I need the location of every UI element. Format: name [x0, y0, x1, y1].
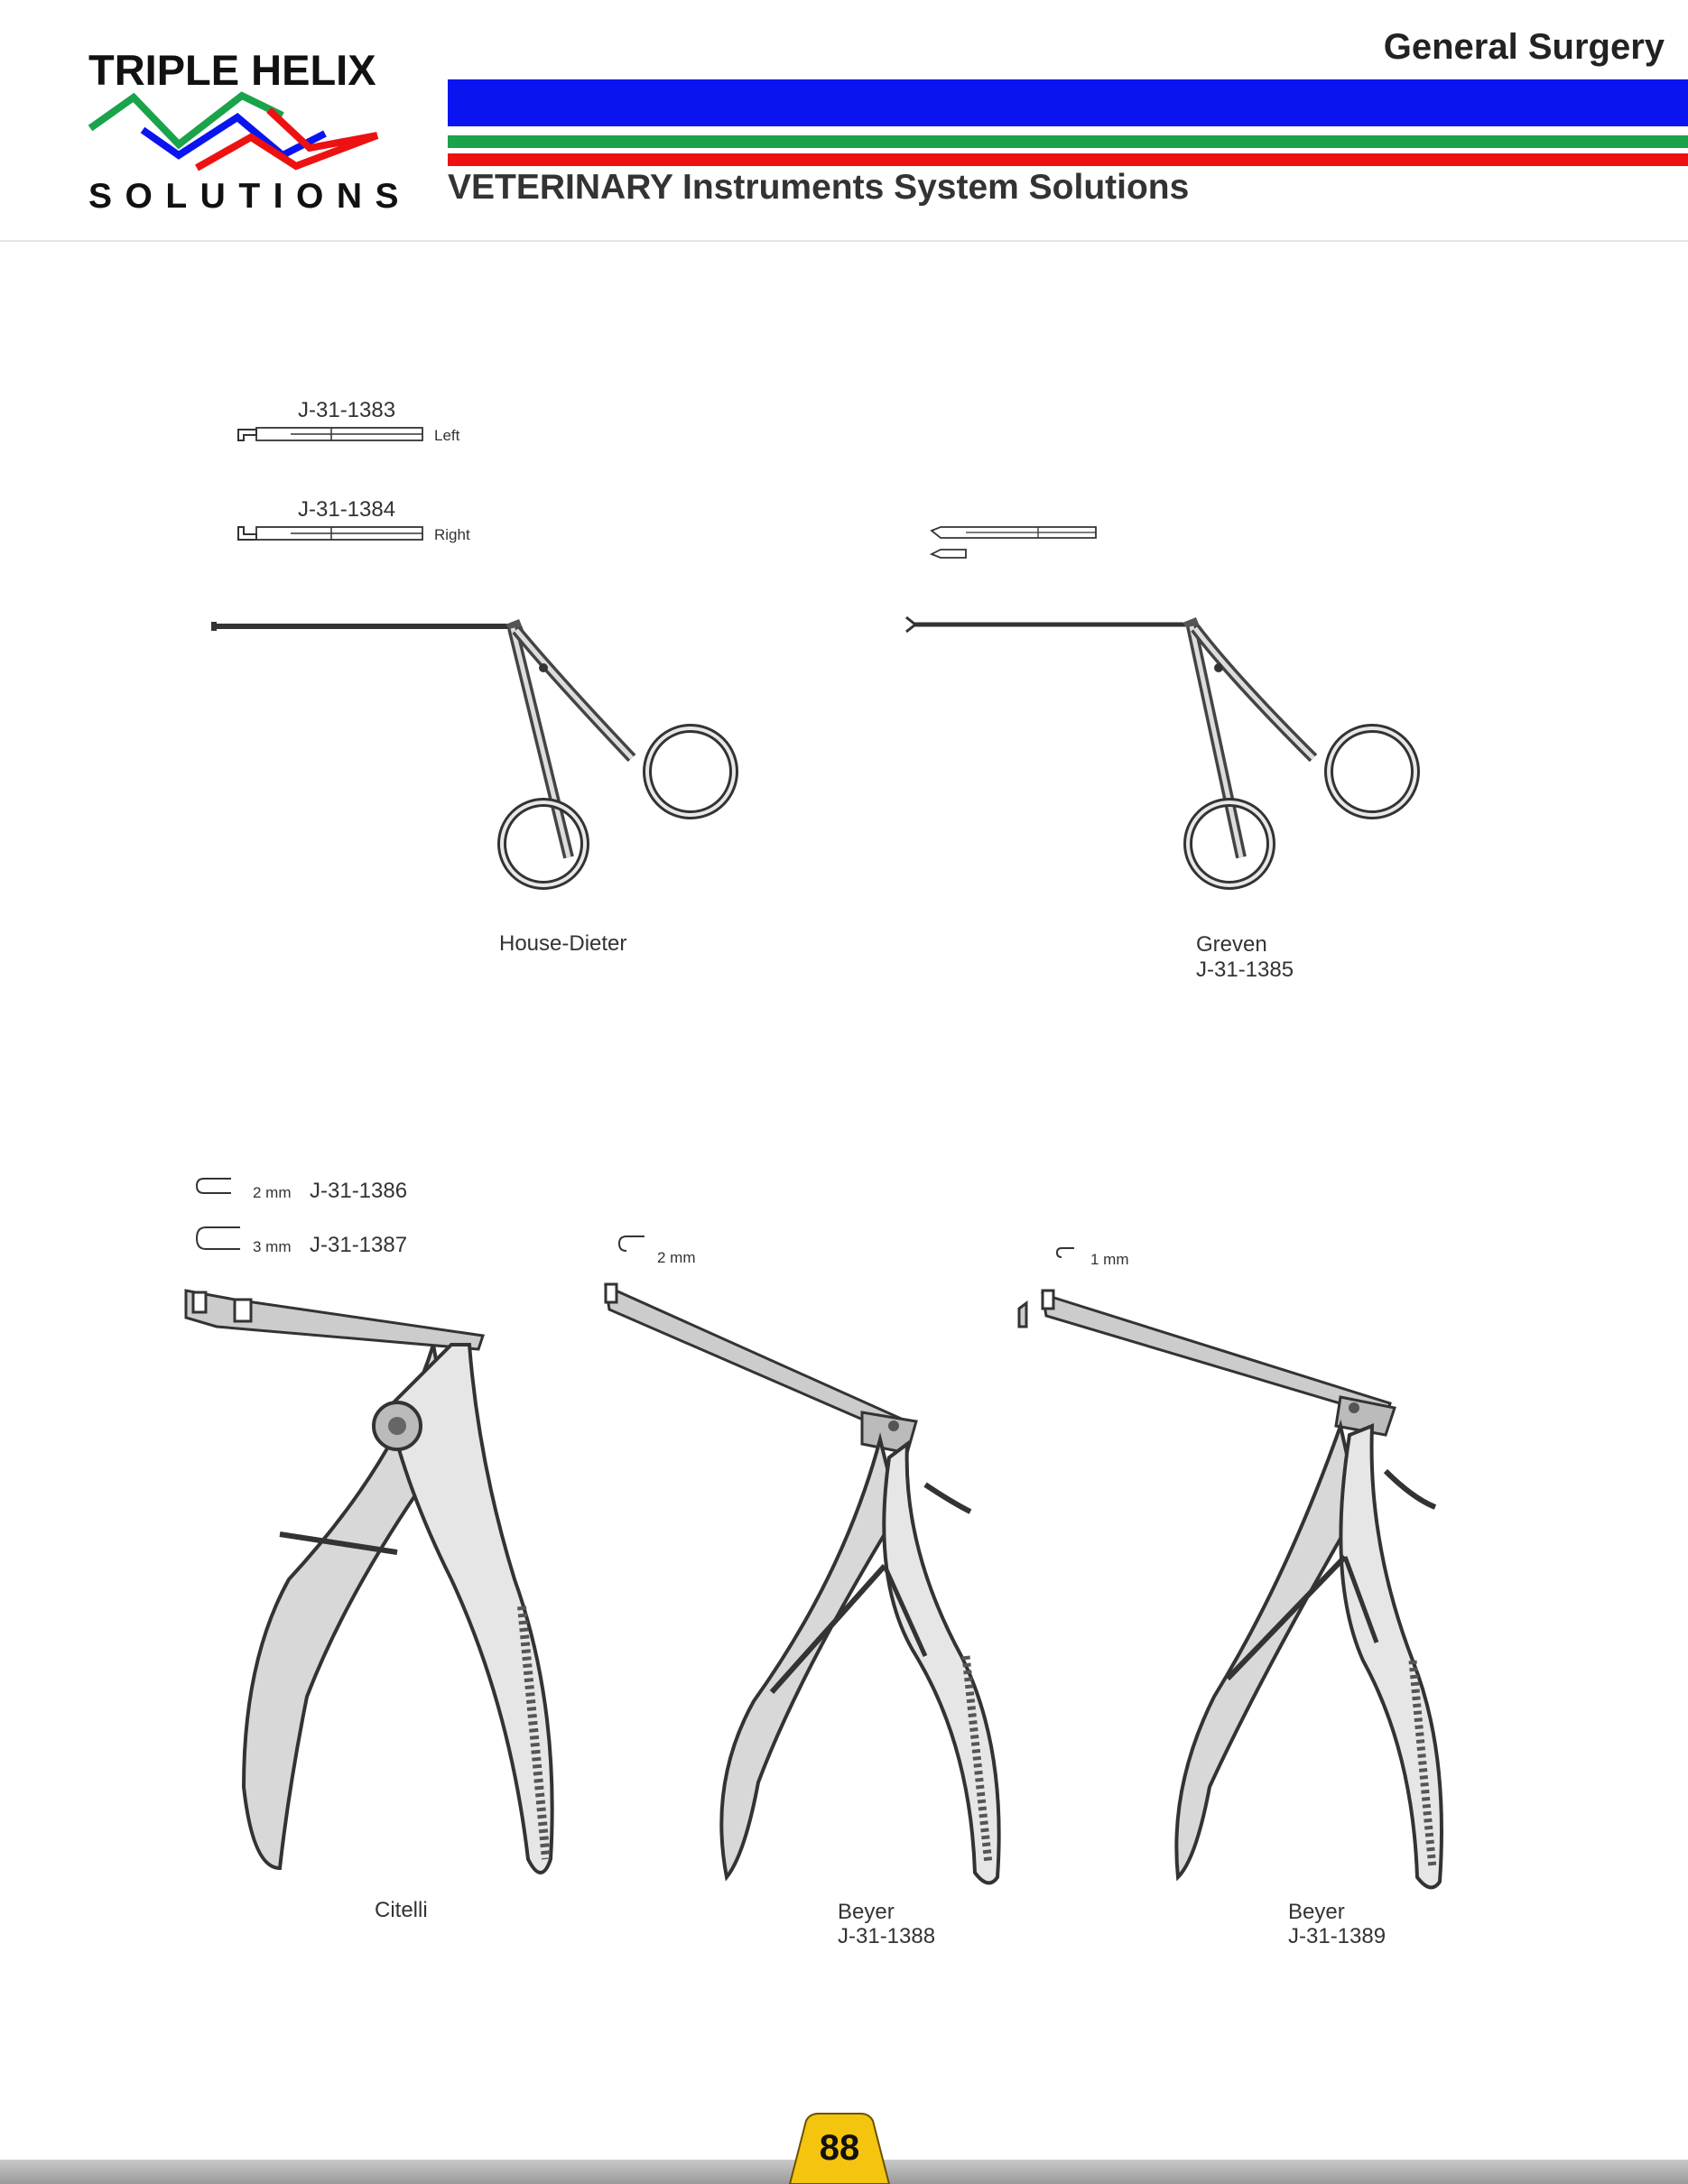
instrument-code-beyer-1389: J-31-1389 — [1288, 1924, 1387, 1948]
page-number: 88 — [819, 2128, 860, 2168]
tip-side-left: Left — [434, 427, 460, 444]
brand-subtitle: SOLUTIONS — [88, 177, 413, 216]
instrument-name-citelli: Citelli — [375, 1898, 428, 1922]
beyer-1388-rongeur-image — [600, 1277, 997, 1891]
beyer-1389-rongeur-image — [1016, 1282, 1431, 1895]
beyer-1388-tip-icon — [616, 1233, 648, 1258]
instrument-name-beyer-1388: Beyer — [838, 1900, 895, 1924]
header-blue-bar — [448, 79, 1688, 126]
house-dieter-forceps-image — [208, 614, 749, 912]
header-red-bar — [448, 153, 1688, 166]
citelli-tip-code-3mm: J-31-1387 — [310, 1233, 408, 1257]
helix-logo-icon — [88, 92, 386, 173]
tip-code-right: J-31-1384 — [298, 497, 396, 522]
instrument-name-greven: Greven — [1196, 932, 1267, 957]
instrument-name-beyer-1389: Beyer — [1288, 1900, 1345, 1924]
header-green-bar — [448, 135, 1688, 148]
beyer-1389-tip-icon — [1054, 1245, 1078, 1262]
tagline: VETERINARY Instruments System Solutions — [448, 168, 1190, 207]
header-divider — [0, 240, 1688, 242]
tip-detail-left-icon — [237, 424, 426, 448]
instrument-code-beyer-1388: J-31-1388 — [838, 1924, 936, 1948]
tip-code-left: J-31-1383 — [298, 398, 396, 422]
tip-detail-right-icon — [237, 523, 426, 547]
instrument-name-house-dieter: House-Dieter — [499, 931, 627, 956]
instrument-code-greven: J-31-1385 — [1196, 958, 1294, 982]
beyer-1389-tip-size: 1 mm — [1090, 1251, 1129, 1268]
citelli-tip-code-2mm: J-31-1386 — [310, 1179, 408, 1203]
tip-side-right: Right — [434, 526, 470, 543]
section-title: General Surgery — [1383, 27, 1665, 67]
brand-title: TRIPLE HELIX — [88, 46, 376, 94]
beyer-1388-tip-size: 2 mm — [657, 1249, 696, 1266]
citelli-tip-size-3mm: 3 mm — [253, 1238, 292, 1255]
greven-tip-detail-icon — [930, 523, 1101, 564]
citelli-tip-size-2mm: 2 mm — [253, 1184, 292, 1201]
citelli-tip-3mm-icon — [193, 1222, 247, 1254]
greven-forceps-image — [903, 614, 1444, 912]
citelli-tip-2mm-icon — [193, 1173, 238, 1200]
citelli-rongeur-image — [181, 1282, 578, 1895]
